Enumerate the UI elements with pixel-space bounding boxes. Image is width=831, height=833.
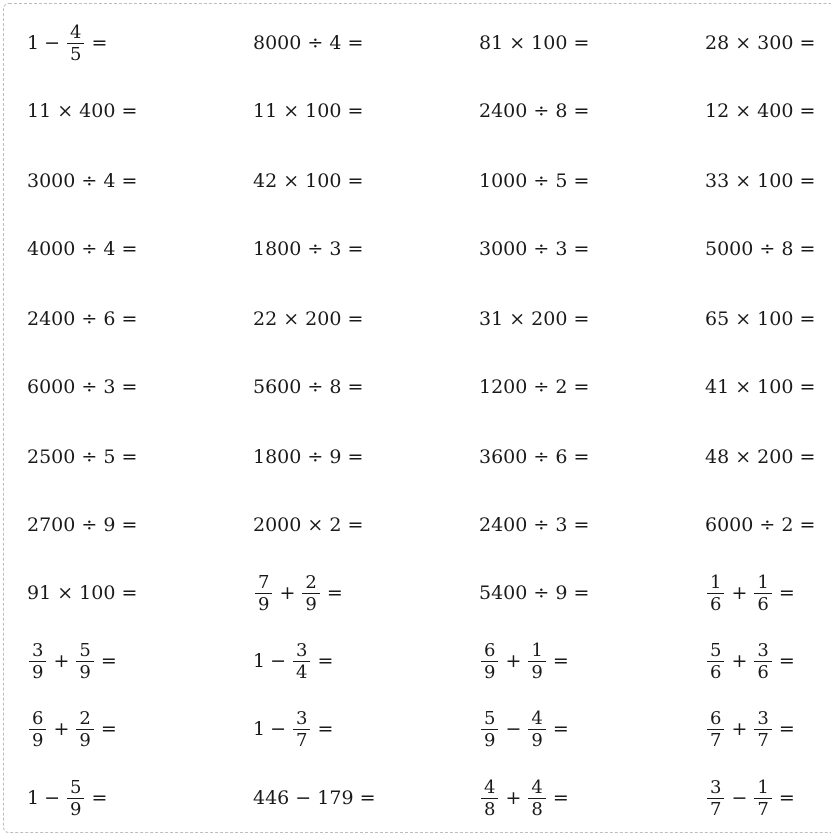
math-problem (705, 17, 815, 69)
fraction (302, 572, 319, 615)
operator-symbol: − (505, 718, 522, 740)
fraction-denominator: 7 (757, 798, 769, 820)
expression-text: 33 × 100 = (705, 170, 816, 192)
operator-symbol: − (731, 787, 748, 809)
math-problem (253, 155, 363, 207)
fraction (707, 572, 724, 615)
expression-text: 1 (27, 32, 40, 54)
fraction-numerator: 3 (293, 708, 310, 730)
fraction (29, 640, 46, 683)
math-problem (27, 567, 137, 619)
operator-symbol: + (731, 650, 748, 672)
fraction (481, 777, 498, 820)
expression-text: 6000 ÷ 2 = (705, 514, 816, 536)
expression-text: 2700 ÷ 9 = (27, 514, 138, 536)
math-problem (479, 223, 589, 275)
operator-symbol: + (279, 582, 296, 604)
fraction-denominator: 6 (757, 593, 769, 615)
expression-text: 1200 ÷ 2 = (479, 376, 590, 398)
expression-text: 5600 ÷ 8 = (253, 376, 364, 398)
expression-text: 1 (253, 718, 266, 740)
fraction-denominator: 7 (757, 729, 769, 751)
expression-text: 4000 ÷ 4 = (27, 238, 138, 260)
expression-text: 65 × 100 = (705, 308, 816, 330)
math-problem (27, 155, 137, 207)
expression-text: 1 (27, 787, 40, 809)
math-problem (253, 703, 338, 755)
math-problem (479, 772, 574, 824)
fraction-denominator: 9 (484, 729, 496, 751)
math-problem (27, 361, 137, 413)
math-problem (479, 499, 589, 551)
fraction-numerator: 4 (528, 777, 545, 799)
operator-symbol: = (326, 582, 343, 604)
math-problem (479, 293, 589, 345)
operator-symbol: = (552, 650, 569, 672)
math-problem (253, 772, 376, 824)
fraction (707, 777, 724, 820)
fraction-denominator: 9 (70, 798, 82, 820)
fraction (255, 572, 272, 615)
math-problem (705, 635, 800, 687)
fraction-denominator: 6 (710, 661, 722, 683)
fraction (754, 572, 771, 615)
fraction (67, 777, 84, 820)
fraction (707, 708, 724, 751)
fraction-denominator: 9 (531, 661, 543, 683)
math-problem (27, 85, 137, 137)
expression-text: 41 × 100 = (705, 376, 816, 398)
fraction-numerator: 3 (754, 708, 771, 730)
operator-symbol: = (778, 582, 795, 604)
fraction-denominator: 8 (484, 798, 496, 820)
math-problem (253, 223, 363, 275)
expression-text: 91 × 100 = (27, 582, 138, 604)
expression-text: 2400 ÷ 8 = (479, 100, 590, 122)
math-problem (705, 155, 815, 207)
math-problem (705, 567, 800, 619)
fraction-numerator: 2 (302, 572, 319, 594)
expression-text: 48 × 200 = (705, 446, 816, 468)
fraction-denominator: 9 (531, 729, 543, 751)
operator-symbol: = (100, 718, 117, 740)
fraction (481, 708, 498, 751)
math-problem (479, 567, 589, 619)
expression-text: 1800 ÷ 9 = (253, 446, 364, 468)
fraction (754, 708, 771, 751)
fraction-denominator: 7 (296, 729, 308, 751)
expression-text: 42 × 100 = (253, 170, 364, 192)
fraction-numerator: 6 (707, 708, 724, 730)
operator-symbol: − (44, 32, 61, 54)
fraction-denominator: 7 (710, 798, 722, 820)
expression-text: 11 × 100 = (253, 100, 364, 122)
fraction (528, 708, 545, 751)
expression-text: 2400 ÷ 6 = (27, 308, 138, 330)
fraction-denominator: 8 (531, 798, 543, 820)
math-problem (253, 567, 348, 619)
math-problem (27, 635, 122, 687)
operator-symbol: − (270, 650, 287, 672)
fraction (293, 708, 310, 751)
fraction (481, 640, 498, 683)
fraction-numerator: 5 (76, 640, 93, 662)
fraction (754, 777, 771, 820)
math-problem (479, 17, 589, 69)
fraction (67, 22, 84, 65)
fraction-numerator: 1 (754, 777, 771, 799)
expression-text: 1000 ÷ 5 = (479, 170, 590, 192)
math-problem (27, 293, 137, 345)
fraction (707, 640, 724, 683)
math-problem (479, 85, 589, 137)
fraction-numerator: 3 (707, 777, 724, 799)
fraction-numerator: 1 (528, 640, 545, 662)
math-problem (705, 85, 815, 137)
math-problem (705, 431, 815, 483)
operator-symbol: = (100, 650, 117, 672)
operator-symbol: + (53, 650, 70, 672)
math-problem (27, 431, 137, 483)
operator-symbol: = (552, 718, 569, 740)
expression-text: 446 − 179 = (253, 787, 376, 809)
operator-symbol: + (731, 582, 748, 604)
fraction-denominator: 5 (70, 43, 82, 65)
expression-text: 8000 ÷ 4 = (253, 32, 364, 54)
fraction (754, 640, 771, 683)
fraction-numerator: 6 (481, 640, 498, 662)
fraction-denominator: 9 (484, 661, 496, 683)
operator-symbol: + (505, 650, 522, 672)
fraction (76, 640, 93, 683)
math-problem (27, 499, 137, 551)
fraction-numerator: 5 (481, 708, 498, 730)
expression-text: 28 × 300 = (705, 32, 816, 54)
operator-symbol: = (552, 787, 569, 809)
operator-symbol: − (44, 787, 61, 809)
expression-text: 2500 ÷ 5 = (27, 446, 138, 468)
fraction-numerator: 4 (528, 708, 545, 730)
expression-text: 2000 × 2 = (253, 514, 364, 536)
fraction-denominator: 9 (258, 593, 270, 615)
fraction (528, 777, 545, 820)
fraction-denominator: 9 (32, 729, 44, 751)
operator-symbol: − (270, 718, 287, 740)
operator-symbol: = (91, 32, 108, 54)
fraction (76, 708, 93, 751)
fraction-numerator: 3 (754, 640, 771, 662)
expression-text: 11 × 400 = (27, 100, 138, 122)
math-problem (253, 293, 363, 345)
math-problem (705, 223, 815, 275)
math-problem (705, 772, 800, 824)
fraction-denominator: 9 (79, 661, 91, 683)
math-problem (479, 635, 574, 687)
math-problem (479, 361, 589, 413)
math-problem (705, 293, 815, 345)
operator-symbol: + (731, 718, 748, 740)
expression-text: 1 (253, 650, 266, 672)
expression-text: 22 × 200 = (253, 308, 364, 330)
fraction-numerator: 1 (754, 572, 771, 594)
fraction-denominator: 4 (296, 661, 308, 683)
fraction-numerator: 2 (76, 708, 93, 730)
operator-symbol: = (317, 718, 334, 740)
math-problem (705, 703, 800, 755)
operator-symbol: + (53, 718, 70, 740)
math-problem (27, 703, 122, 755)
expression-text: 31 × 200 = (479, 308, 590, 330)
fraction-numerator: 4 (481, 777, 498, 799)
expression-text: 1800 ÷ 3 = (253, 238, 364, 260)
expression-text: 12 × 400 = (705, 100, 816, 122)
expression-text: 6000 ÷ 3 = (27, 376, 138, 398)
math-problem (253, 361, 363, 413)
math-problem (479, 431, 589, 483)
operator-symbol: = (778, 787, 795, 809)
fraction-numerator: 5 (707, 640, 724, 662)
expression-text: 2400 ÷ 3 = (479, 514, 590, 536)
math-problem (253, 431, 363, 483)
operator-symbol: + (505, 787, 522, 809)
operator-symbol: = (91, 787, 108, 809)
fraction-numerator: 1 (707, 572, 724, 594)
fraction-numerator: 6 (29, 708, 46, 730)
math-problem (27, 17, 112, 69)
math-problem (27, 223, 137, 275)
expression-text: 5400 ÷ 9 = (479, 582, 590, 604)
fraction-denominator: 6 (757, 661, 769, 683)
fraction-denominator: 9 (32, 661, 44, 683)
math-problem (253, 85, 363, 137)
operator-symbol: = (778, 718, 795, 740)
fraction-denominator: 9 (305, 593, 317, 615)
expression-text: 3000 ÷ 3 = (479, 238, 590, 260)
fraction-numerator: 3 (29, 640, 46, 662)
expression-text: 3000 ÷ 4 = (27, 170, 138, 192)
expression-text: 3600 ÷ 6 = (479, 446, 590, 468)
fraction (528, 640, 545, 683)
fraction-denominator: 7 (710, 729, 722, 751)
fraction-numerator: 4 (67, 22, 84, 44)
fraction (293, 640, 310, 683)
operator-symbol: = (778, 650, 795, 672)
fraction-numerator: 7 (255, 572, 272, 594)
operator-symbol: = (317, 650, 334, 672)
math-problem (253, 635, 338, 687)
math-problem (253, 17, 363, 69)
expression-text: 5000 ÷ 8 = (705, 238, 816, 260)
math-problem (479, 703, 574, 755)
math-problem (705, 361, 815, 413)
fraction (29, 708, 46, 751)
math-problem (479, 155, 589, 207)
math-problem (27, 772, 112, 824)
math-problem (253, 499, 363, 551)
fraction-numerator: 5 (67, 777, 84, 799)
expression-text: 81 × 100 = (479, 32, 590, 54)
fraction-denominator: 6 (710, 593, 722, 615)
math-problem (705, 499, 815, 551)
fraction-numerator: 3 (293, 640, 310, 662)
fraction-denominator: 9 (79, 729, 91, 751)
